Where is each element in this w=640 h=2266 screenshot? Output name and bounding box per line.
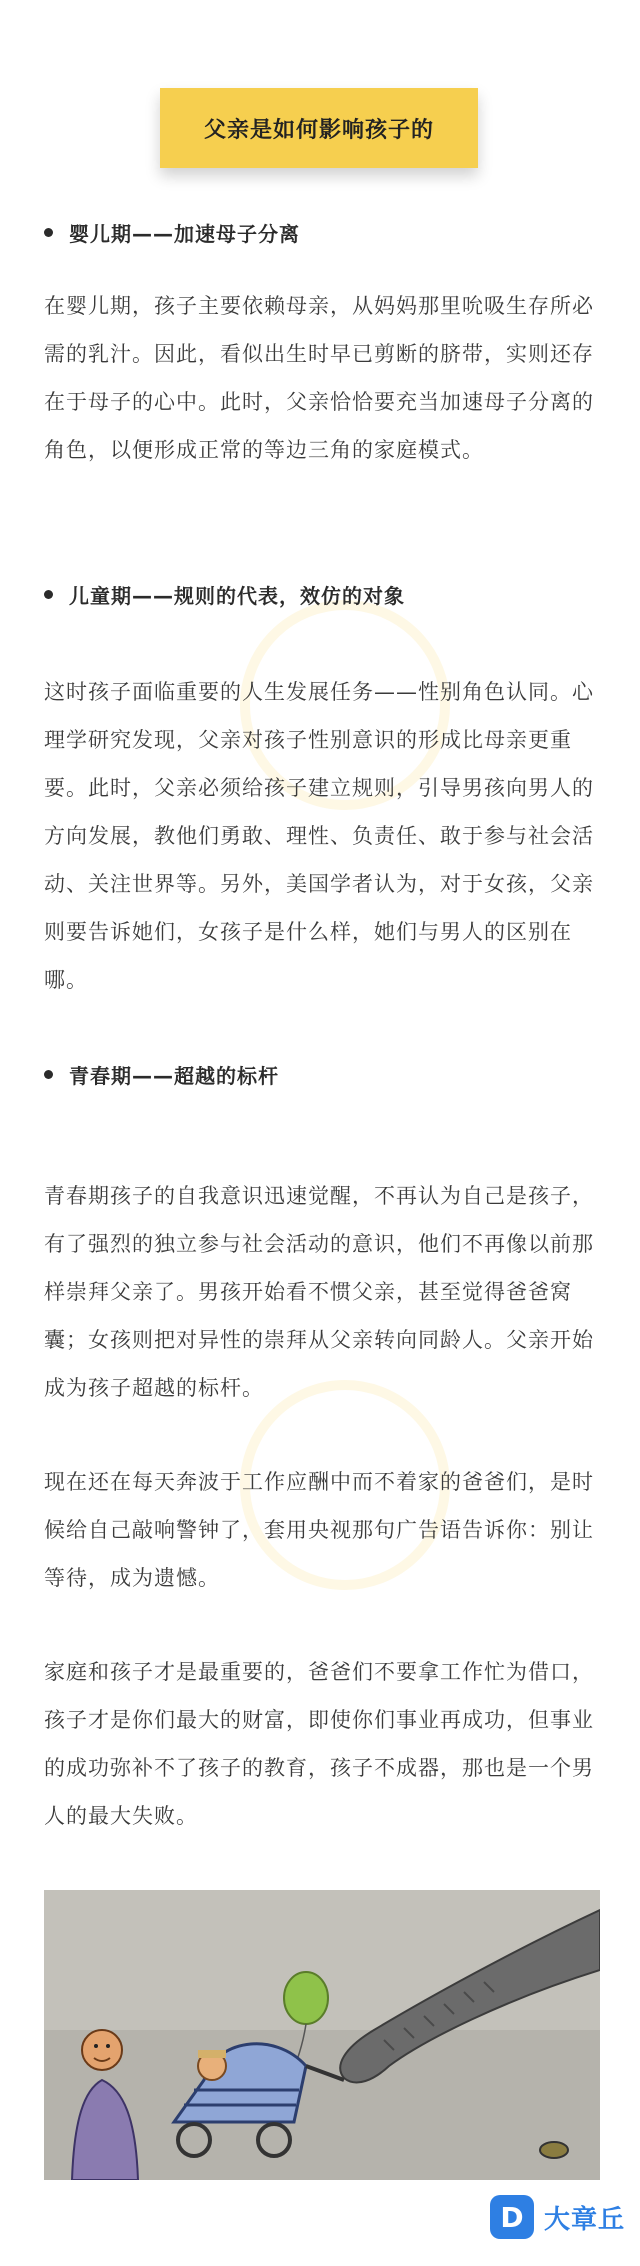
bullet-icon xyxy=(44,1070,53,1079)
section-heading-text: 儿童期——规则的代表，效仿的对象 xyxy=(69,584,405,608)
paragraph: 现在还在每天奔波于工作应酬中而不着家的爸爸们，是时候给自己敲响警钟了，套用央视那句广告语告诉你：别让等待，成为遗憾。 xyxy=(44,1470,594,1590)
illustration-father-stroller xyxy=(44,1890,600,2180)
bullet-icon xyxy=(44,590,53,599)
section-heading-text: 婴儿期——加速母子分离 xyxy=(69,222,300,246)
article-title: 父亲是如何影响孩子的 xyxy=(160,88,478,168)
section-heading-adolescence xyxy=(44,1060,279,1089)
brand-name: 大章丘 xyxy=(544,2204,626,2235)
paragraph: 在婴儿期，孩子主要依赖母亲，从妈妈那里吮吸生存所必需的乳汁。因此，看似出生时早已剪断的脐带，实则还存在于母子的心中。此时，父亲恰恰要充当加速母子分离的角色，以便形成正常的等边三角的家庭模式。 xyxy=(44,294,594,462)
section-heading-childhood xyxy=(44,580,405,609)
paragraph: 青春期孩子的自我意识迅速觉醒，不再认为自己是孩子，有了强烈的独立参与社会活动的意识，他们不再像以前那样崇拜父亲了。男孩开始看不惯父亲，甚至觉得爸爸窝囊；女孩则把对异性的崇拜从父亲转向同龄人。父亲开始成为孩子超越的标杆。 xyxy=(44,1184,594,1400)
illustration-graphic xyxy=(44,1890,600,2180)
section-heading-text: 青春期——超越的标杆 xyxy=(69,1064,279,1088)
section-heading-infancy xyxy=(44,218,300,247)
brand-d-icon: D xyxy=(490,2195,534,2239)
brand-logo xyxy=(490,2195,625,2239)
bullet-icon xyxy=(44,228,53,237)
paragraph: 这时孩子面临重要的人生发展任务——性别角色认同。心理学研究发现，父亲对孩子性别意识的形成比母亲更重要。此时，父亲必须给孩子建立规则，引导男孩向男人的方向发展，教他们勇敢、理性、负责任、敢于参与社会活动、关注世界等。另外，美国学者认为，对于女孩，父亲则要告诉她们，女孩子是什么样，她们与男人的区别在哪。 xyxy=(44,680,594,992)
paragraph: 家庭和孩子才是最重要的，爸爸们不要拿工作忙为借口，孩子才是你们最大的财富，即使你们事业再成功，但事业的成功弥补不了孩子的教育，孩子不成器，那也是一个男人的最大失败。 xyxy=(44,1660,594,1828)
